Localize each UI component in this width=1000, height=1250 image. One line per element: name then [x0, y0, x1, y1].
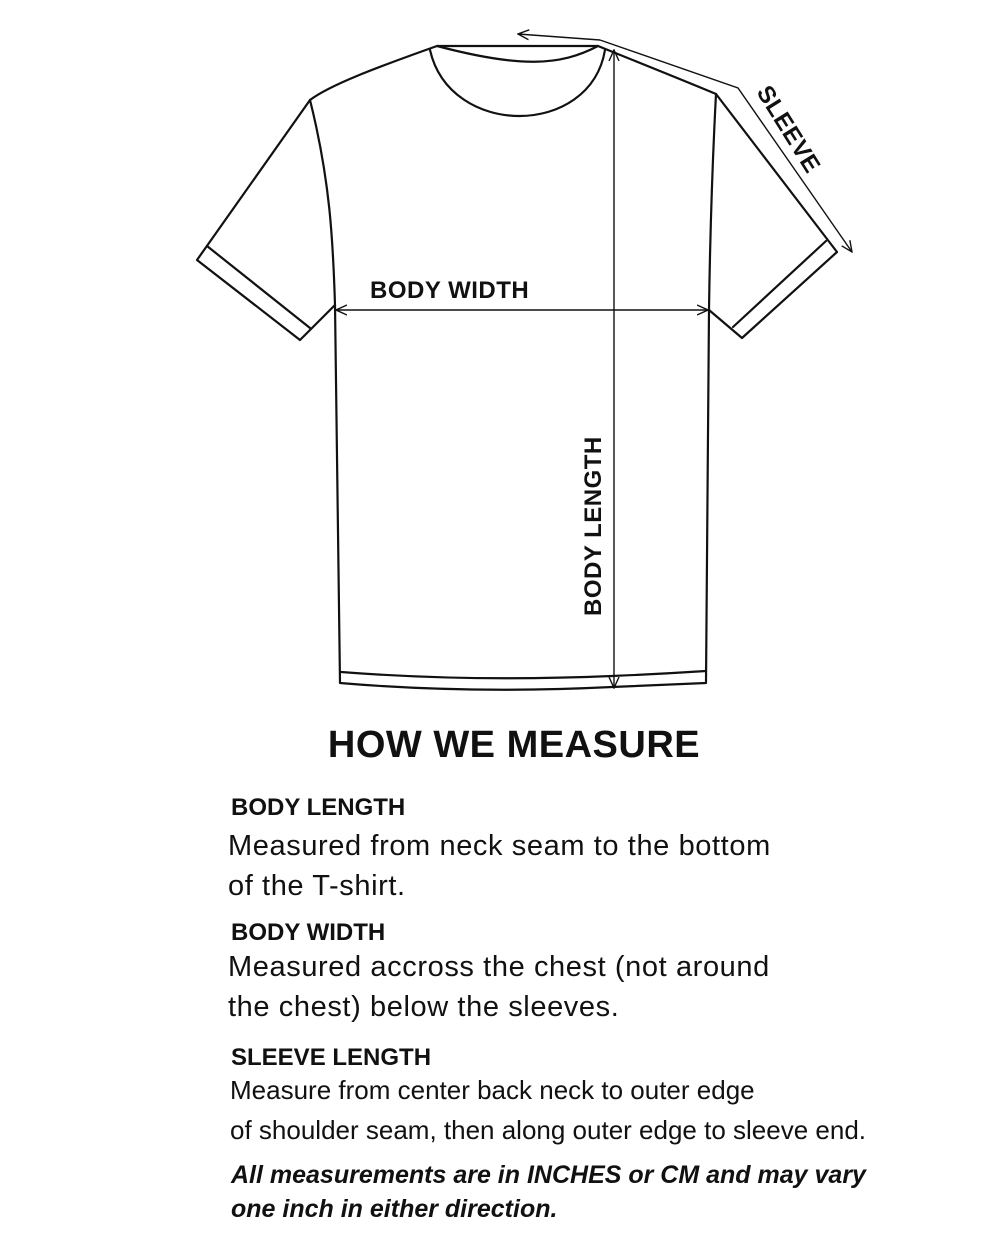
shirt-outline [197, 46, 837, 690]
sleeve-length-heading: SLEEVE LENGTH [231, 1044, 432, 1071]
left-shoulder-seam [310, 100, 335, 305]
body-length-label: BODY LENGTH [580, 436, 607, 616]
sleeve-length-description [230, 1070, 866, 1150]
body-width-label: BODY WIDTH [370, 277, 530, 304]
description-line: Measure from center back neck to outer edge [230, 1075, 755, 1105]
description-line: the chest) below the sleeves. [228, 991, 620, 1023]
right-shoulder-seam [709, 94, 716, 310]
sleeve-arrow-top [518, 34, 600, 40]
disclaimer-line: one inch in either direction. [231, 1195, 558, 1223]
description-line: Measured from neck seam to the bottom [228, 830, 771, 862]
body-length-heading: BODY LENGTH [231, 794, 406, 821]
right-sleeve-cuff [733, 241, 826, 327]
body-length-description [228, 826, 771, 906]
left-sleeve-cuff [207, 246, 310, 328]
collar-rib [430, 50, 605, 116]
description-line: Measured accross the chest (not around [228, 951, 770, 983]
body-width-description [228, 947, 770, 1027]
description-line: of the T-shirt. [228, 870, 406, 902]
sleeve-label: SLEEVE [750, 80, 826, 179]
hem-line [341, 671, 706, 678]
description-line: of shoulder seam, then along outer edge to sleeve end. [230, 1115, 866, 1145]
measurement-disclaimer [231, 1158, 866, 1226]
body-width-heading: BODY WIDTH [231, 919, 386, 946]
page-title: HOW WE MEASURE [327, 724, 701, 766]
collar-rib-inner [437, 46, 598, 62]
disclaimer-line: All measurements are in INCHES or CM and may vary [231, 1161, 866, 1189]
